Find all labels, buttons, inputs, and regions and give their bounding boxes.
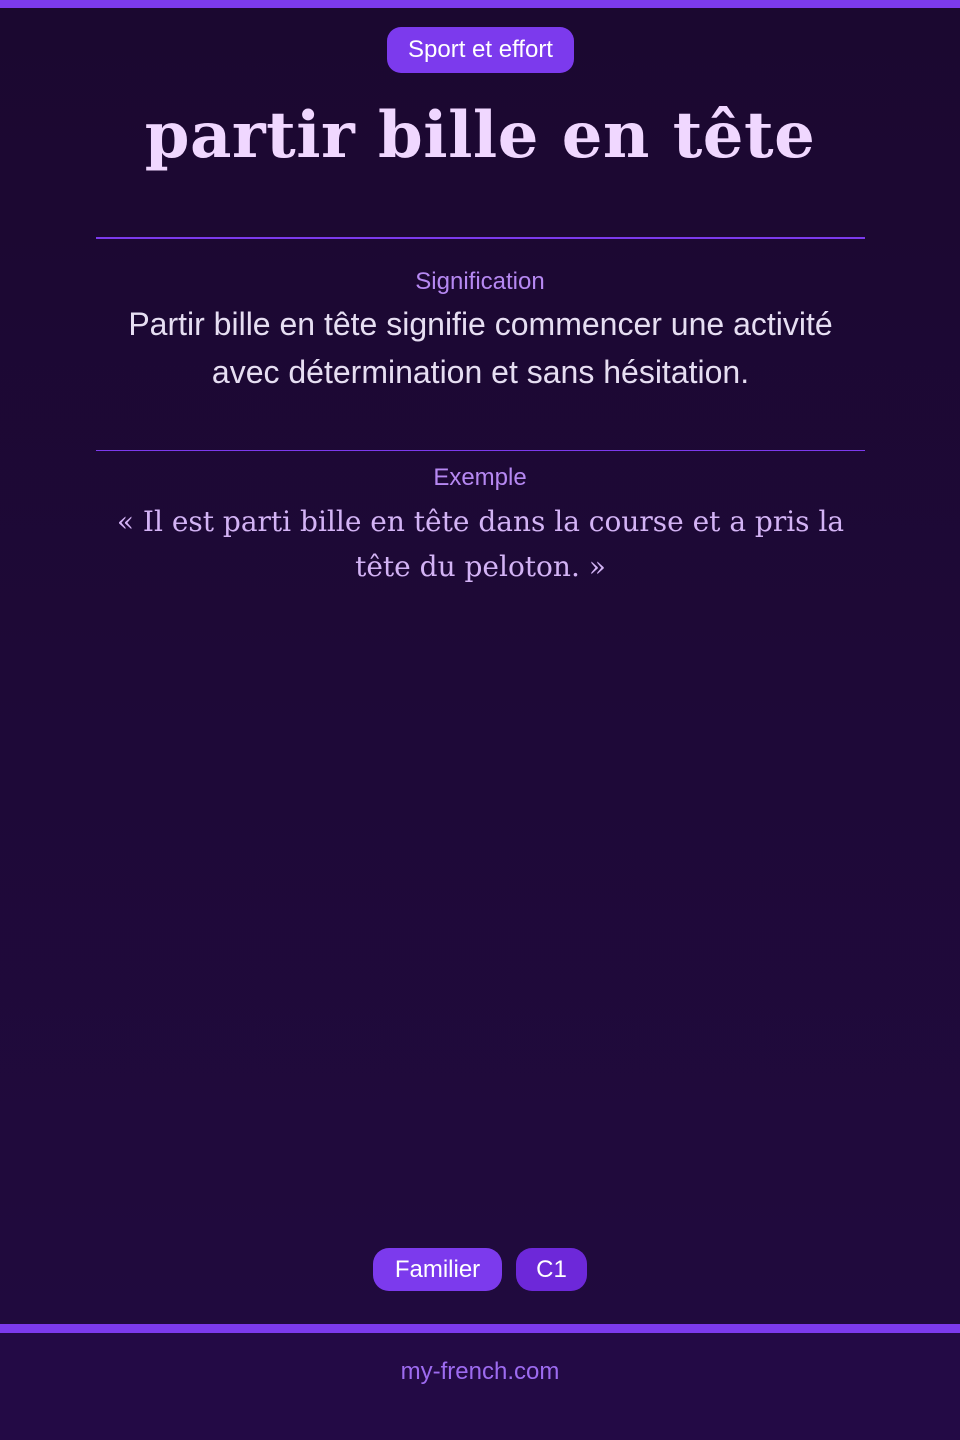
bottom-accent-bar [0, 1324, 960, 1333]
register-tag: Familier [373, 1248, 502, 1291]
site-name: my-french.com [400, 1358, 560, 1385]
expression-title: partir bille en tête [144, 98, 816, 173]
section-divider [96, 450, 865, 451]
meaning-label: Signification [415, 268, 545, 295]
category-badge: Sport et effort [387, 27, 574, 73]
meaning-text: Partir bille en tête signifie commencer une activité avec détermination et sans hésitation. [128, 306, 833, 390]
top-accent-bar [0, 0, 960, 8]
section-divider [96, 237, 865, 239]
example-quote: « Il est parti bille en tête dans la course et a pris la tête du peloton. » [116, 505, 845, 583]
example-label: Exemple [433, 464, 527, 491]
level-tag: C1 [516, 1248, 587, 1291]
